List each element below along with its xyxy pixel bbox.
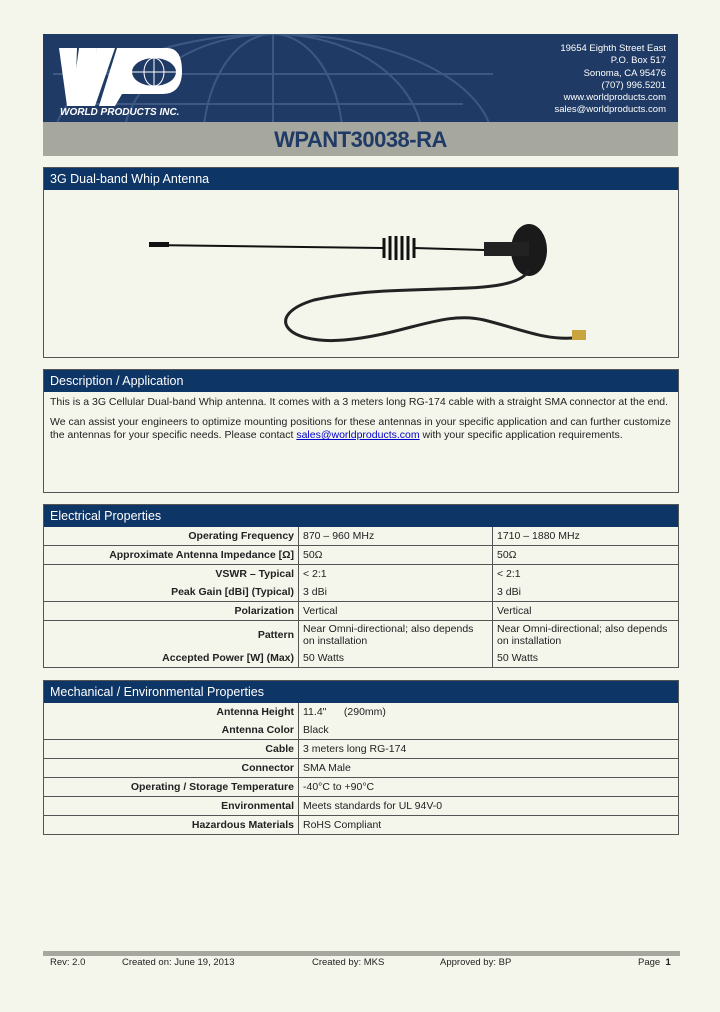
row-value: 1710 – 1880 MHz [493,527,679,546]
row-label: Hazardous Materials [44,816,299,835]
product-section [43,167,679,358]
electrical-table [44,527,678,667]
description-text: with your specific application requirements. [419,429,623,441]
table-row [44,797,678,816]
description-text: We can assist your engineers to optimize mounting positions for these antennas in your specific application and can further customize the antennas for your specific needs. Please contact [50,416,671,441]
sales-email-link[interactable]: sales@worldproducts.com [296,429,420,441]
row-value: 11.4" (290mm) [303,706,386,718]
row-value: 3 meters long RG-174 [299,740,679,759]
row-label: Operating Frequency [44,527,299,546]
row-label: Antenna Height [44,703,299,721]
table-row [44,740,678,759]
mechanical-section [43,680,679,835]
row-value: RoHS Compliant [303,819,382,831]
address-pobox: P.O. Box 517 [610,55,666,67]
row-value: Vertical [493,602,679,621]
table-row [44,778,678,797]
row-label: Peak Gain [dBi] (Typical) [44,583,299,602]
table-row [44,721,678,740]
address-email[interactable]: sales@worldproducts.com [554,104,666,116]
table-row [44,527,678,546]
table-row [44,583,678,602]
product-heading: 3G Dual-band Whip Antenna [44,168,678,190]
row-value: 3 dBi [493,583,679,602]
row-value: Near Omni-directional; also depends on installation [497,623,668,647]
footer-approved-by: Approved by: BP [440,957,512,968]
table-row [44,649,678,667]
footer-rule [43,951,680,956]
footer-created-by: Created by: MKS [312,957,385,968]
footer-revision: Rev: 2.0 [50,957,86,968]
row-label: VSWR – Typical [44,565,299,584]
address-website[interactable]: www.worldproducts.com [563,92,666,104]
mechanical-table [44,703,678,834]
row-value: 870 – 960 MHz [299,527,493,546]
footer-created-on: Created on: June 19, 2013 [122,957,235,968]
table-row [44,759,678,778]
antenna-image [44,190,678,356]
row-label: Operating / Storage Temperature [44,778,299,797]
description-section [43,369,679,493]
row-label: Pattern [44,621,299,650]
row-value: Meets standards for UL 94V-0 [299,797,679,816]
row-label: Connector [44,759,299,778]
row-value: 50 Watts [299,649,493,667]
table-row [44,602,678,621]
footer-page [638,957,671,968]
row-label: Cable [44,740,299,759]
company-address [554,43,666,117]
part-number-title: WPANT30038-RA [43,122,678,156]
table-row [44,703,678,721]
page-label: Page [638,957,661,968]
electrical-heading: Electrical Properties [44,505,678,527]
row-value: < 2:1 [497,568,521,580]
page-number: 1 [665,957,671,968]
description-paragraph-2 [50,416,672,442]
address-phone: (707) 996.5201 [601,79,666,91]
row-value: Black [299,721,679,740]
table-row [44,546,678,565]
row-label: Polarization [44,602,299,621]
row-value: 50Ω [493,546,679,565]
table-row [44,621,678,650]
row-value: < 2:1 [299,565,493,584]
row-value: -40°C to +90°C [299,778,679,797]
row-label: Antenna Color [44,721,299,740]
company-name: WORLD PRODUCTS INC. [60,107,180,118]
row-value: Vertical [299,602,493,621]
address-street: 19654 Eighth Street East [560,43,666,54]
row-value: 50Ω [299,546,493,565]
mechanical-heading: Mechanical / Environmental Properties [44,681,678,703]
address-city: Sonoma, CA 95476 [583,67,666,79]
row-label: Environmental [44,797,299,816]
header-banner [43,34,678,122]
description-paragraph-1: This is a 3G Cellular Dual-band Whip antenna. It comes with a 3 meters long RG-174 cable with a straight SMA connector at the end. [50,396,669,408]
row-label: Accepted Power [W] (Max) [44,649,299,667]
row-value: SMA Male [299,759,679,778]
row-value: 3 dBi [299,583,493,602]
table-row [44,816,678,835]
description-heading: Description / Application [44,370,678,392]
row-label: Approximate Antenna Impedance [Ω] [44,546,299,565]
row-value: Near Omni-directional; also depends on installation [299,621,493,650]
electrical-section [43,504,679,668]
row-value: 50 Watts [497,652,539,664]
table-row [44,565,678,584]
